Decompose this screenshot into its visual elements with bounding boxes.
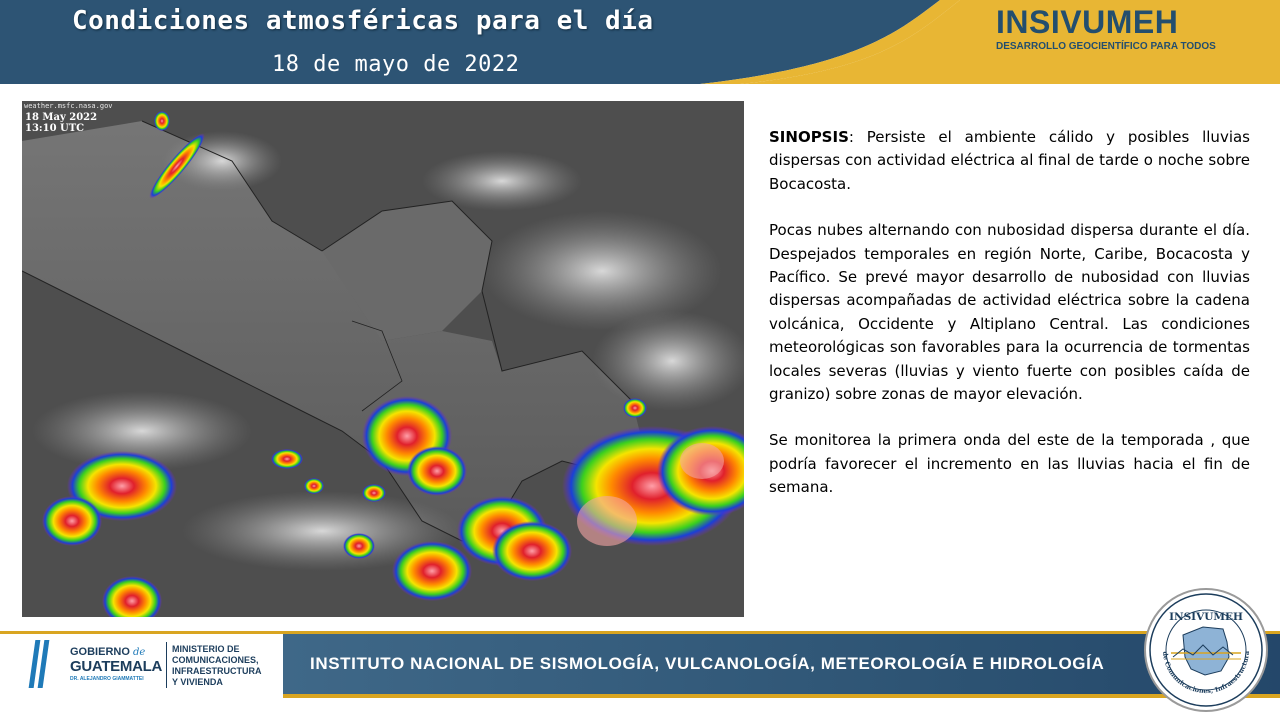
header-banner [0, 0, 1280, 84]
page-title: Condiciones atmosféricas para el día [72, 6, 654, 36]
forecast-paragraph: Pocas nubes alternando con nubosidad dispersa durante el día. Despejados temporales en región Norte, Caribe, Bocacosta y Pacífico. Se prevé mayor desarrollo de nubosidad con lluvias dispersas acompañadas de actividad eléctrica sobre la cadena volcánica, Occidente y Altiplano Central. Las condiciones meteorológicas son favorables para la ocurrencia de tormentas locales severas (lluvias y viento fuerte con posibles caída de granizo) sobre zonas de mayor elevación. [769, 221, 1250, 404]
gov-name-line3: DR. ALEJANDRO GIAMMATTEI [70, 676, 144, 682]
satellite-image [22, 101, 744, 617]
ministry-line: Y VIVIENDA [172, 677, 223, 687]
seal-title: INSIVUMEH [1169, 611, 1243, 623]
seal-ring-text: de Comunicaciones, Infraestructura [1160, 650, 1252, 696]
gov-name-de: de [132, 647, 146, 658]
brand-tagline: DESARROLLO GEOCIENTÍFICO PARA TODOS [996, 41, 1216, 52]
institute-name: INSTITUTO NACIONAL DE SISMOLOGÍA, VULCANOLOGÍA, METEOROLOGÍA E HIDROLOGÍA [310, 654, 1105, 673]
government-logo [30, 636, 280, 694]
satellite-time: 13:10 UTC [25, 123, 85, 134]
synopsis-label: SINOPSIS [769, 128, 849, 146]
page-date: 18 de mayo de 2022 [272, 52, 520, 77]
synopsis-paragraph [769, 126, 1250, 196]
ministry-line: COMUNICACIONES, [172, 655, 259, 665]
forecast-text [769, 126, 1250, 523]
gov-divider [166, 642, 167, 688]
seal-icon [1143, 587, 1269, 713]
banner-underline [283, 694, 1280, 698]
insivumeh-seal [1143, 587, 1269, 713]
ministry-line: INFRAESTRUCTURA [172, 666, 262, 676]
institute-banner [283, 634, 1280, 694]
ministry-line: MINISTERIO DE [172, 644, 240, 654]
gov-name-line1: GOBIERNO de [70, 646, 146, 658]
ministry-name [172, 644, 262, 688]
satellite-source: weather.msfc.nasa.gov [24, 102, 113, 110]
brand-logo [996, 4, 1236, 52]
satellite-date: 18 May 2022 [25, 112, 98, 123]
brand-name: INSIVUMEH [996, 4, 1179, 40]
synopsis-text: : Persiste el ambiente cálido y posibles lluvias dispersas con actividad eléctrica al final de tarde o noche sobre Bocacosta. [769, 128, 1250, 193]
monitoring-paragraph: Se monitorea la primera onda del este de la temporada , que podría favorecer el incremento en las lluvias hacia el fin de semana. [769, 431, 1250, 497]
satellite-map-art [22, 101, 744, 617]
gov-name-line2: GUATEMALA [70, 658, 163, 675]
